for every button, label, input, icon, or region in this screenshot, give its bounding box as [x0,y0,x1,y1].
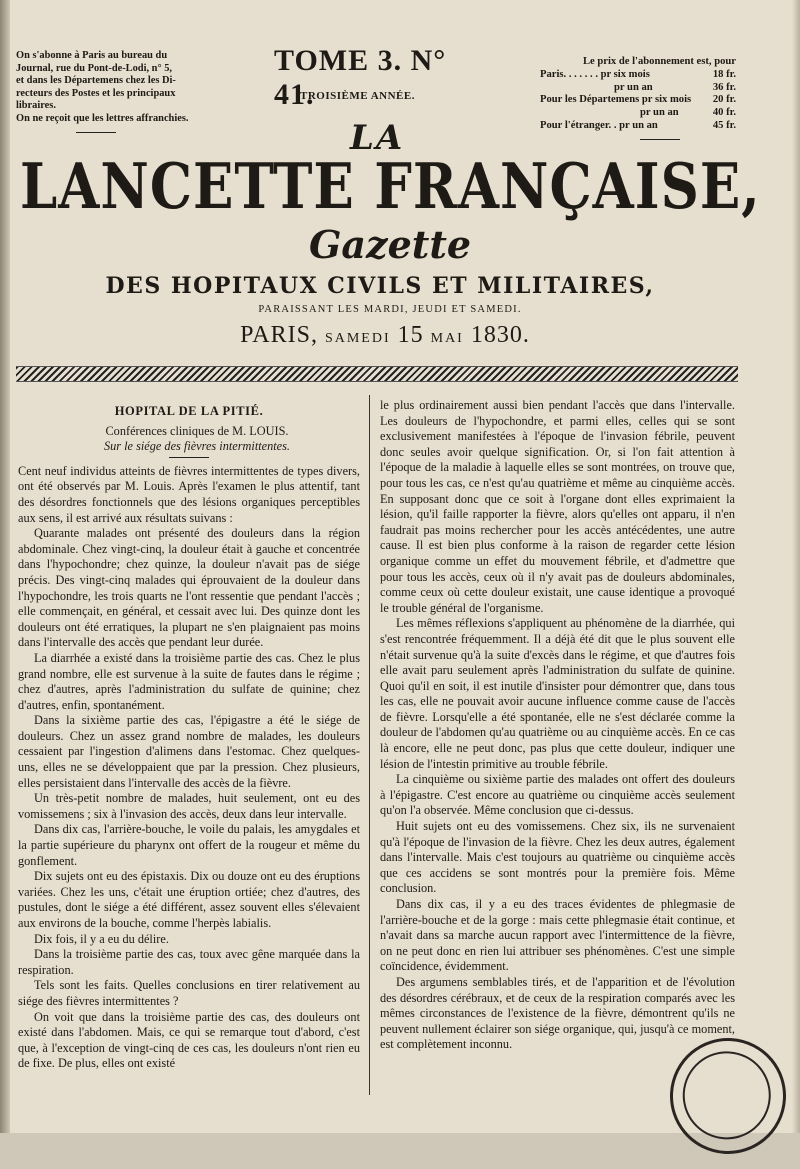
price-label: pr un an [614,81,653,93]
paragraph: Huit sujets ont eu des vomissemens. Chez six, ils ne survenaient qu'à l'époque de l'invasion de la fièvre. Chez les deux autres, également dans l'intervalle. Mais c'est toujours au quatrième ou cinquième accès que ces accidens se sont montrés pour la première fois. Même conclusion. [380,819,735,896]
lecture-subject: Sur le siége des fièvres intermittentes. [103,439,290,454]
dateline [190,322,580,349]
divider [169,457,209,458]
paragraph: Cent neuf individus atteints de fièvres intermittentes de types divers, ont été observés par M. Louis. Après l'examen le plus attentif, tant des désordres fonctionnels que des lésions organiques perceptibles aux sens, il est arrivé aux résultats suivans : [18,463,360,525]
subscription-line: On ne reçoit que les lettres affranchies. [16,112,189,124]
price-value: 18 fr. [712,68,736,80]
page-edge [792,0,800,1133]
dateline-city: PARIS, [240,322,318,348]
subscription-line: recteurs des Postes et les principaux [16,87,176,99]
paragraph: Dans la troisième partie des cas, toux avec gêne marquée dans la respiration. [18,947,360,977]
paragraph: Dans dix cas, il y a eu des traces évidentes de phlegmasie de l'arrière-bouche et de la gorge : mais cette phlegmasie était continue, et n'avait dans sa marche aucun rapport avec l'intermittence de la fièvre, on ne peut donc en rien lui attribuer ses phénomènes. C'est une simple coïncidence, évidemment. [380,897,735,974]
subscription-notice [16,50,221,133]
divider [640,139,680,140]
price-label: pr un an [640,107,679,119]
binding-edge [0,0,10,1133]
paragraph: Dix fois, il y a eu du délire. [34,931,169,946]
masthead-subtitle: DES HOPITAUX CIVILS ET MILITAIRES, [105,273,655,299]
prices-title: Le prix de l'abonnement est, pour [582,56,736,67]
dateline-year: 1830. [470,322,530,348]
paragraph: On voit que dans la troisième partie des cas, des douleurs ont existé dans l'abdomen. Mais, ce qui se remarque tout d'abord, c'est que, à l'exception de vingt-cinq de ces cas, les douleurs n'ont rien eu de fixe. De plus, elles ont existé [18,1009,360,1071]
paragraph: Tels sont les faits. Quelles conclusions en tirer relativement au siége des fièvres intermittentes ? [18,978,360,1008]
year-of-publication: TROISIÈME ANNÉE. [300,90,415,102]
price-value: 45 fr. [712,119,736,131]
paragraph: le plus ordinairement aussi bien pendant l'accès que dans l'intervalle. Les douleurs de l'hypochondre, et parmi elles, celles qui se sont exclusivement manifestées à l'époque de l'invasion fébrile, peuvent donc seules avoir quelque signification. Or, si l'on fait attention à l'époque de la maladie à laquelle elles se sont montrées, on trouve que, pour tous les cas, ce n'est qu'au quatrième et même au cinquième accès. En supposant donc que ce soit à l'organe dont elles exprimaient la lésion, qu'il faille rapporter la fièvre, alors qu'elles ont apparu, il n'en faudrait pas moins rechercher pour les accès antécédentes, une autre cause. Il est bien plus conforme à la raison de regarder cette lésion organique comme un effet du mouvement fébrile, et d'admettre que pour tous les accès, ceux où il n'y avait pas de douleurs abdominales, comme ceux où cette douleur existait, une cause identique a provoqué le trouble général de l'organisme. [380,398,735,615]
paragraph: Dans la sixième partie des cas, l'épigastre a été le siége de douleurs. Chez un assez grand nombre de malades, les douleurs cessaient par l'ingestion d'alimens dans l'estomac. Chez quelques-uns, elles ne se développaient que par la pression. Chez plusieurs, elles persistaient dans l'intervalle des accès de la fièvre. [18,713,360,790]
subscription-line: et dans les Départemens chez les Di- [16,75,176,87]
ornamental-rule [16,366,738,382]
paragraph: Les mêmes réflexions s'appliquent au phénomène de la diarrhée, qui s'est rencontrée fréquemment. Il a déjà été dit que le plus souvent elle n'était survenue qu'à la suite d'excès dans le régime, et que d'autres fois elle avait paru seulement après l'administration du sulfate de quinine. Quoi qu'il en soit, il est inutile d'insister pour démontrer que, dans tous les cas, elle ne pouvait avoir aucune influence comme cause de l'accès de fièvre. Lorsqu'elle a été spontanée, elle ne s'est déclarée comme la douleur de l'abdomen qu'au quatrième ou au cinquième accès. En ce cas là encore, elle ne peut donc, pas plus que cette douleur, indiquer une lésion de l'intestin primitive au trouble fébrile. [380,616,735,771]
column-divider [369,395,370,1095]
masthead-gazette: Gazette [308,222,472,267]
masthead-title: LANCETTE FRANÇAISE, [20,150,761,224]
subscription-line: Journal, rue du Pont-de-Lodi, n° 5, [16,62,172,74]
paragraph: La diarrhée a existé dans la troisième partie des cas. Chez le plus grand nombre, elle est survenue à la suite de fautes dans le régime ; chez d'autres, après l'administration du sulfate de quinine; chez d'autres, enfin, spontanément. [18,650,360,712]
price-row [540,94,736,107]
price-label: Pour les Départemens pr six mois [540,94,692,106]
divider [76,132,116,133]
paragraph: La cinquième ou sixième partie des malades ont offert des douleurs à l'épigastre. C'est encore au quatrième ou cinquième accès seulement qu'on l'a observée. Même conclusion que ci-dessus. [380,772,735,818]
paragraph: Quarante malades ont présenté des douleurs dans la région abdominale. Chez vingt-cinq, la douleur était à gauche et concentrée dans l'hypochondre; chez quinze, la douleur n'avait pas de siége précis. Des vingt-cinq malades qui éprouvaient de la douleur dans l'hypochondre, les trois quarts ne l'ont ressentie que pendant l'accès ; elle commençait, en général, et cessait avec lui. Des quinze dont les douleurs ont été erratiques, la plupart ne s'en plaignaient pas moins dans l'intervalle des accès que pendant leur durée. [18,526,360,650]
section-title: HOPITAL DE LA PITIÉ. [114,404,264,418]
price-row [540,82,736,95]
price-row [540,69,736,82]
volume-number: TOME 3. N° 41. [274,44,447,111]
paragraph: Dans dix cas, l'arrière-bouche, le voile du palais, les amygdales et la partie supérieure du pharynx ont offert de la rougeur et même du gonflement. [18,822,360,868]
price-row [540,107,736,120]
price-value: 20 fr. [712,94,736,106]
subscription-line: libraires. [16,100,56,112]
price-label: Pour l'étranger. . pr un an [540,119,658,131]
subscription-line: On s'abonne à Paris au bureau du [16,50,168,61]
paragraph: Un très-petit nombre de malades, huit seulement, ont eu des vomissemens ; six à l'invasion des accès, deux dans leur intervalle. [18,791,360,821]
masthead-article: LA [350,118,405,158]
price-value: 36 fr. [712,81,736,93]
library-stamp-inner-ring [671,1040,782,1151]
price-label: Paris. . . . . . . pr six mois [540,68,650,80]
price-value: 40 fr. [712,107,736,119]
paragraph: Des argumens semblables tirés, et de l'apparition et de l'évolution des désordres cérébraux, et de ceux de la respiration comparés avec les mêmes circonstances de l'existence de la fièvre, démontrent qu'ils ne peuvent nullement éclairer son siége organique, qui, jusqu'à ce moment, est complètement inconnu. [380,974,735,1052]
price-row [540,120,736,133]
dateline-date: 15 [397,322,424,348]
publication-schedule: PARAISSANT LES MARDI, JEUDI ET SAMEDI. [258,304,522,315]
paragraph: Dix sujets ont eu des épistaxis. Dix ou douze ont eu des éruptions variées. Chez les uns, c'était une éruption ortiée; chez d'autres, des pustules, dont le siége a été différent, assez souvent elles s'élevaient aux environs de la bouche, comme l'herpès labialis. [18,869,360,930]
right-column [380,398,735,1053]
dateline-month: MAI [430,331,464,346]
left-column [18,398,360,1072]
subscription-prices [540,56,736,140]
lecture-title: Conférences cliniques de M. LOUIS. [105,423,289,438]
dateline-day: SAMEDI [324,331,391,346]
